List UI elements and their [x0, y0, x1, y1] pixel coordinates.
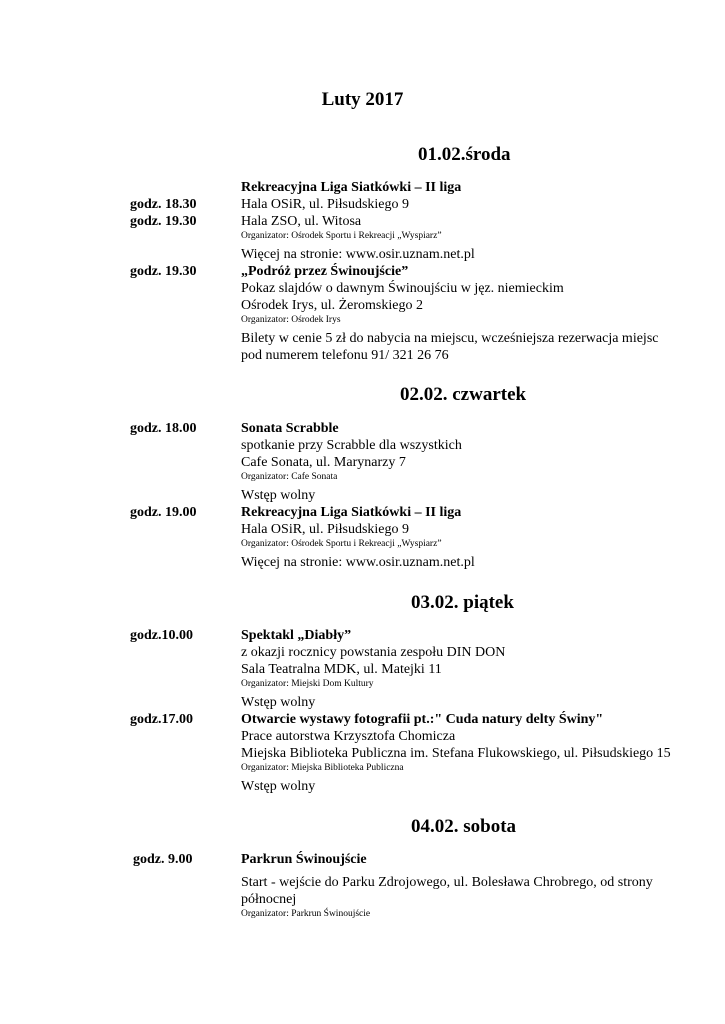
event-organizer: Organizator: Miejski Dom Kultury	[241, 679, 374, 689]
event-time: godz. 19.00	[130, 505, 197, 520]
event-time: godz.10.00	[130, 628, 193, 643]
event-title: Spektakl „Diabły”	[241, 628, 352, 643]
event-time: godz.17.00	[130, 712, 193, 727]
event-location: Ośrodek Irys, ul. Żeromskiego 2	[241, 298, 423, 313]
event-organizer: Organizator: Miejska Biblioteka Publiczna	[241, 763, 404, 773]
event-title: Parkrun Świnoujście	[241, 852, 367, 867]
event-time: godz. 19.30	[130, 264, 197, 279]
event-info: Wstęp wolny	[241, 488, 316, 503]
day-heading-label: 01.02.środa	[418, 144, 511, 165]
event-location: Hala OSiR, ul. Piłsudskiego 9	[241, 197, 410, 212]
event-organizer: Organizator: Ośrodek Irys	[241, 315, 341, 325]
event-organizer: Organizator: Parkrun Świnoujście	[241, 909, 371, 919]
event-location: Hala ZSO, ul. Witosa	[241, 214, 362, 229]
event-location: Cafe Sonata, ul. Marynarzy 7	[241, 455, 406, 470]
event-organizer: Organizator: Ośrodek Sportu i Rekreacji „Wyspiarz”	[241, 231, 442, 241]
event-location: Start - wejście do Parku Zdrojowego, ul. Bolesława Chrobrego, od strony	[241, 875, 653, 890]
event-organizer: Organizator: Ośrodek Sportu i Rekreacji „Wyspiarz”	[241, 539, 442, 549]
event-time: godz. 18.00	[130, 421, 197, 436]
event-title: Sonata Scrabble	[241, 421, 339, 436]
event-description: Prace autorstwa Krzysztofa Chomicza	[241, 729, 456, 744]
event-title: Rekreacyjna Liga Siatkówki – II liga	[241, 505, 462, 520]
page-title: Luty 2017	[321, 89, 404, 110]
event-title: „Podróż przez Świnoujście”	[241, 264, 409, 279]
event-info: Bilety w cenie 5 zł do nabycia na miejscu, wcześniejsza rezerwacja miejsc	[241, 331, 659, 346]
event-description: spotkanie przy Scrabble dla wszystkich	[241, 438, 462, 453]
event-organizer: Organizator: Cafe Sonata	[241, 472, 338, 482]
event-title: Otwarcie wystawy fotografii pt.:" Cuda natury delty Świny"	[241, 712, 604, 727]
event-time: godz. 19.30	[130, 214, 197, 229]
event-location: Hala OSiR, ul. Piłsudskiego 9	[241, 522, 410, 537]
event-location: Miejska Biblioteka Publiczna im. Stefana Flukowskiego, ul. Piłsudskiego 15	[241, 746, 671, 761]
event-info: pod numerem telefonu 91/ 321 26 76	[241, 348, 449, 363]
event-info: Więcej na stronie: www.osir.uznam.net.pl	[241, 247, 475, 262]
event-info: Więcej na stronie: www.osir.uznam.net.pl	[241, 555, 475, 570]
event-description: Pokaz slajdów o dawnym Świnoujściu w jęz. niemieckim	[241, 281, 564, 296]
event-location: Sala Teatralna MDK, ul. Matejki 11	[241, 662, 442, 677]
day-heading-label: 03.02. piątek	[411, 592, 514, 613]
event-title: Rekreacyjna Liga Siatkówki – II liga	[241, 180, 462, 195]
event-description: z okazji rocznicy powstania zespołu DIN DON	[241, 645, 506, 660]
event-info: Wstęp wolny	[241, 779, 316, 794]
day-heading-label: 02.02. czwartek	[400, 384, 527, 405]
event-time: godz. 18.30	[130, 197, 197, 212]
event-time: godz. 9.00	[133, 852, 193, 867]
event-info: Wstęp wolny	[241, 695, 316, 710]
day-heading-label: 04.02. sobota	[411, 816, 517, 837]
event-location: północnej	[241, 892, 297, 907]
